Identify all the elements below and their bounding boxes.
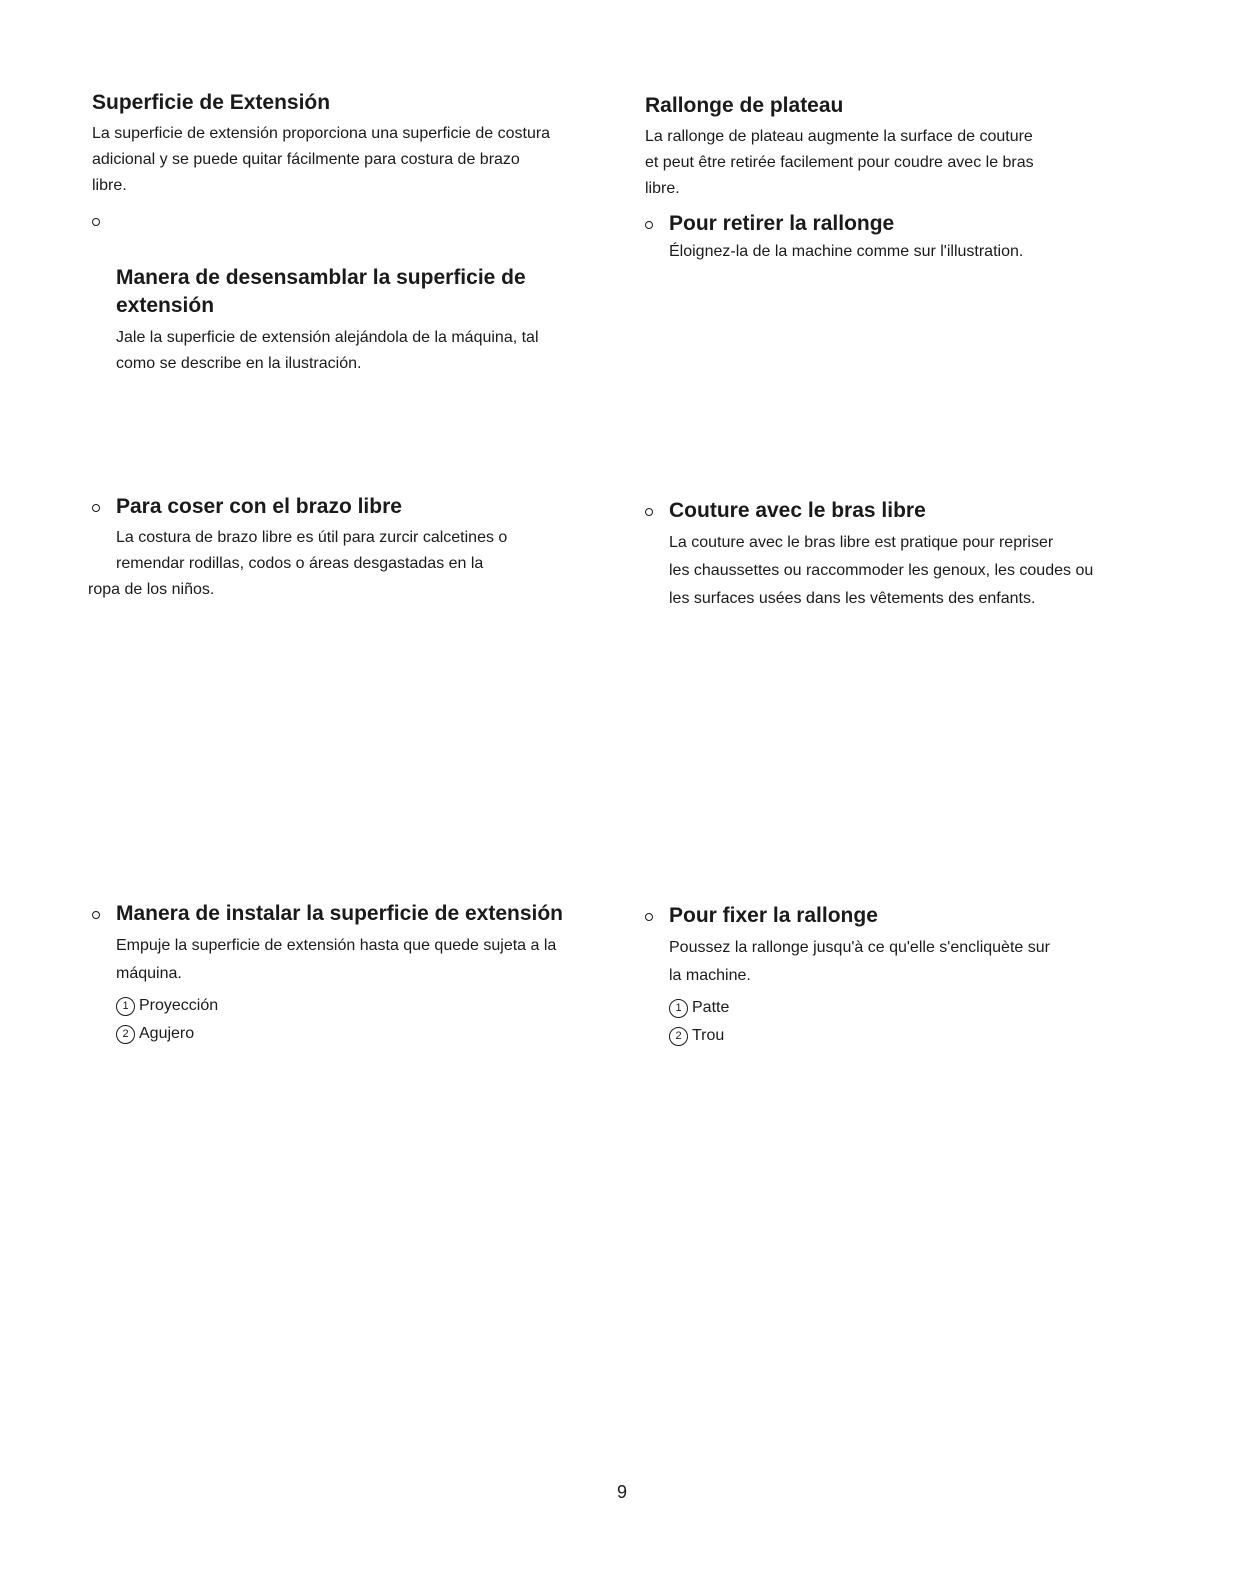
es-remove-text: Jale la superficie de extensión alejándola de la máquina, tal como se describe en la ilustración.	[116, 328, 539, 372]
fr-freearm-title	[645, 497, 1165, 525]
es-freearm-title	[92, 493, 622, 521]
fr-extension-text: La rallonge de plateau augmente la surface de couture et peut être retirée facilement pour coudre avec le bras libre.	[645, 128, 1034, 198]
fr-remove-text: Éloignez-la de la machine comme sur l'illustration.	[669, 242, 1024, 260]
fr-parts-list	[645, 994, 1165, 1050]
circled-number-icon: 2	[116, 1025, 135, 1044]
bullet-icon	[92, 504, 100, 512]
part-label: Patte	[692, 999, 730, 1017]
bullet-icon	[92, 218, 100, 226]
part-label: Agujero	[139, 1025, 195, 1043]
fr-install-title-text: Pour fixer la rallonge	[669, 904, 878, 927]
bullet-icon	[645, 508, 653, 516]
part-label: Trou	[692, 1027, 725, 1045]
fr-remove-title	[645, 210, 1165, 238]
es-freearm-section	[88, 493, 622, 603]
circled-number-icon: 2	[669, 1027, 688, 1046]
es-extension-text: La superficie de extensión proporciona una superficie de costura adicional y se puede quitar fácilmente para costura de brazo libre.	[92, 125, 551, 195]
es-extension-section	[92, 90, 622, 377]
es-freearm-text-last: ropa de los niños.	[88, 581, 215, 599]
list-item	[116, 992, 622, 1020]
es-extension-title: Superficie de Extensión	[92, 91, 331, 114]
es-parts-list	[92, 992, 622, 1048]
fr-extension-section	[645, 93, 1165, 265]
fr-install-section	[645, 902, 1165, 1050]
fr-extension-title: Rallonge de plateau	[645, 94, 844, 117]
bullet-icon	[645, 913, 653, 921]
list-item	[669, 1022, 1165, 1050]
bullet-icon	[645, 221, 653, 229]
part-label: Proyección	[139, 997, 219, 1015]
fr-install-text: Poussez la rallonge jusqu'à ce qu'elle s'encliquète sur la machine.	[669, 939, 1050, 985]
list-item	[116, 1020, 622, 1048]
fr-install-title	[645, 902, 1165, 930]
es-install-text: Empuje la superficie de extensión hasta que quede sujeta a la máquina.	[116, 937, 557, 983]
circled-number-icon: 1	[669, 999, 688, 1018]
circled-number-icon: 1	[116, 997, 135, 1016]
fr-remove-title-text: Pour retirer la rallonge	[669, 212, 895, 236]
es-freearm-text: La costura de brazo libre es útil para zurcir calcetines o remendar rodillas, codos o áreas desgastadas en la	[116, 529, 508, 573]
es-install-title	[92, 900, 622, 928]
fr-freearm-text: La couture avec le bras libre est pratique pour repriser les chaussettes ou raccommoder les genoux, les coudes ou les surfaces usées dans les vêtements des enfants.	[669, 534, 1094, 608]
fr-freearm-section	[645, 497, 1165, 613]
es-install-title-text: Manera de instalar la superficie de extensión	[116, 902, 563, 925]
es-install-section	[92, 900, 622, 1048]
es-freearm-title-text: Para coser con el brazo libre	[116, 495, 402, 518]
es-remove-title-text: Manera de desensamblar la superficie de extensión	[116, 265, 526, 318]
es-remove-title	[92, 207, 622, 320]
fr-freearm-title-text: Couture avec le bras libre	[669, 499, 926, 522]
page-number: 9	[616, 1482, 627, 1502]
list-item	[669, 994, 1165, 1022]
bullet-icon	[92, 911, 100, 919]
